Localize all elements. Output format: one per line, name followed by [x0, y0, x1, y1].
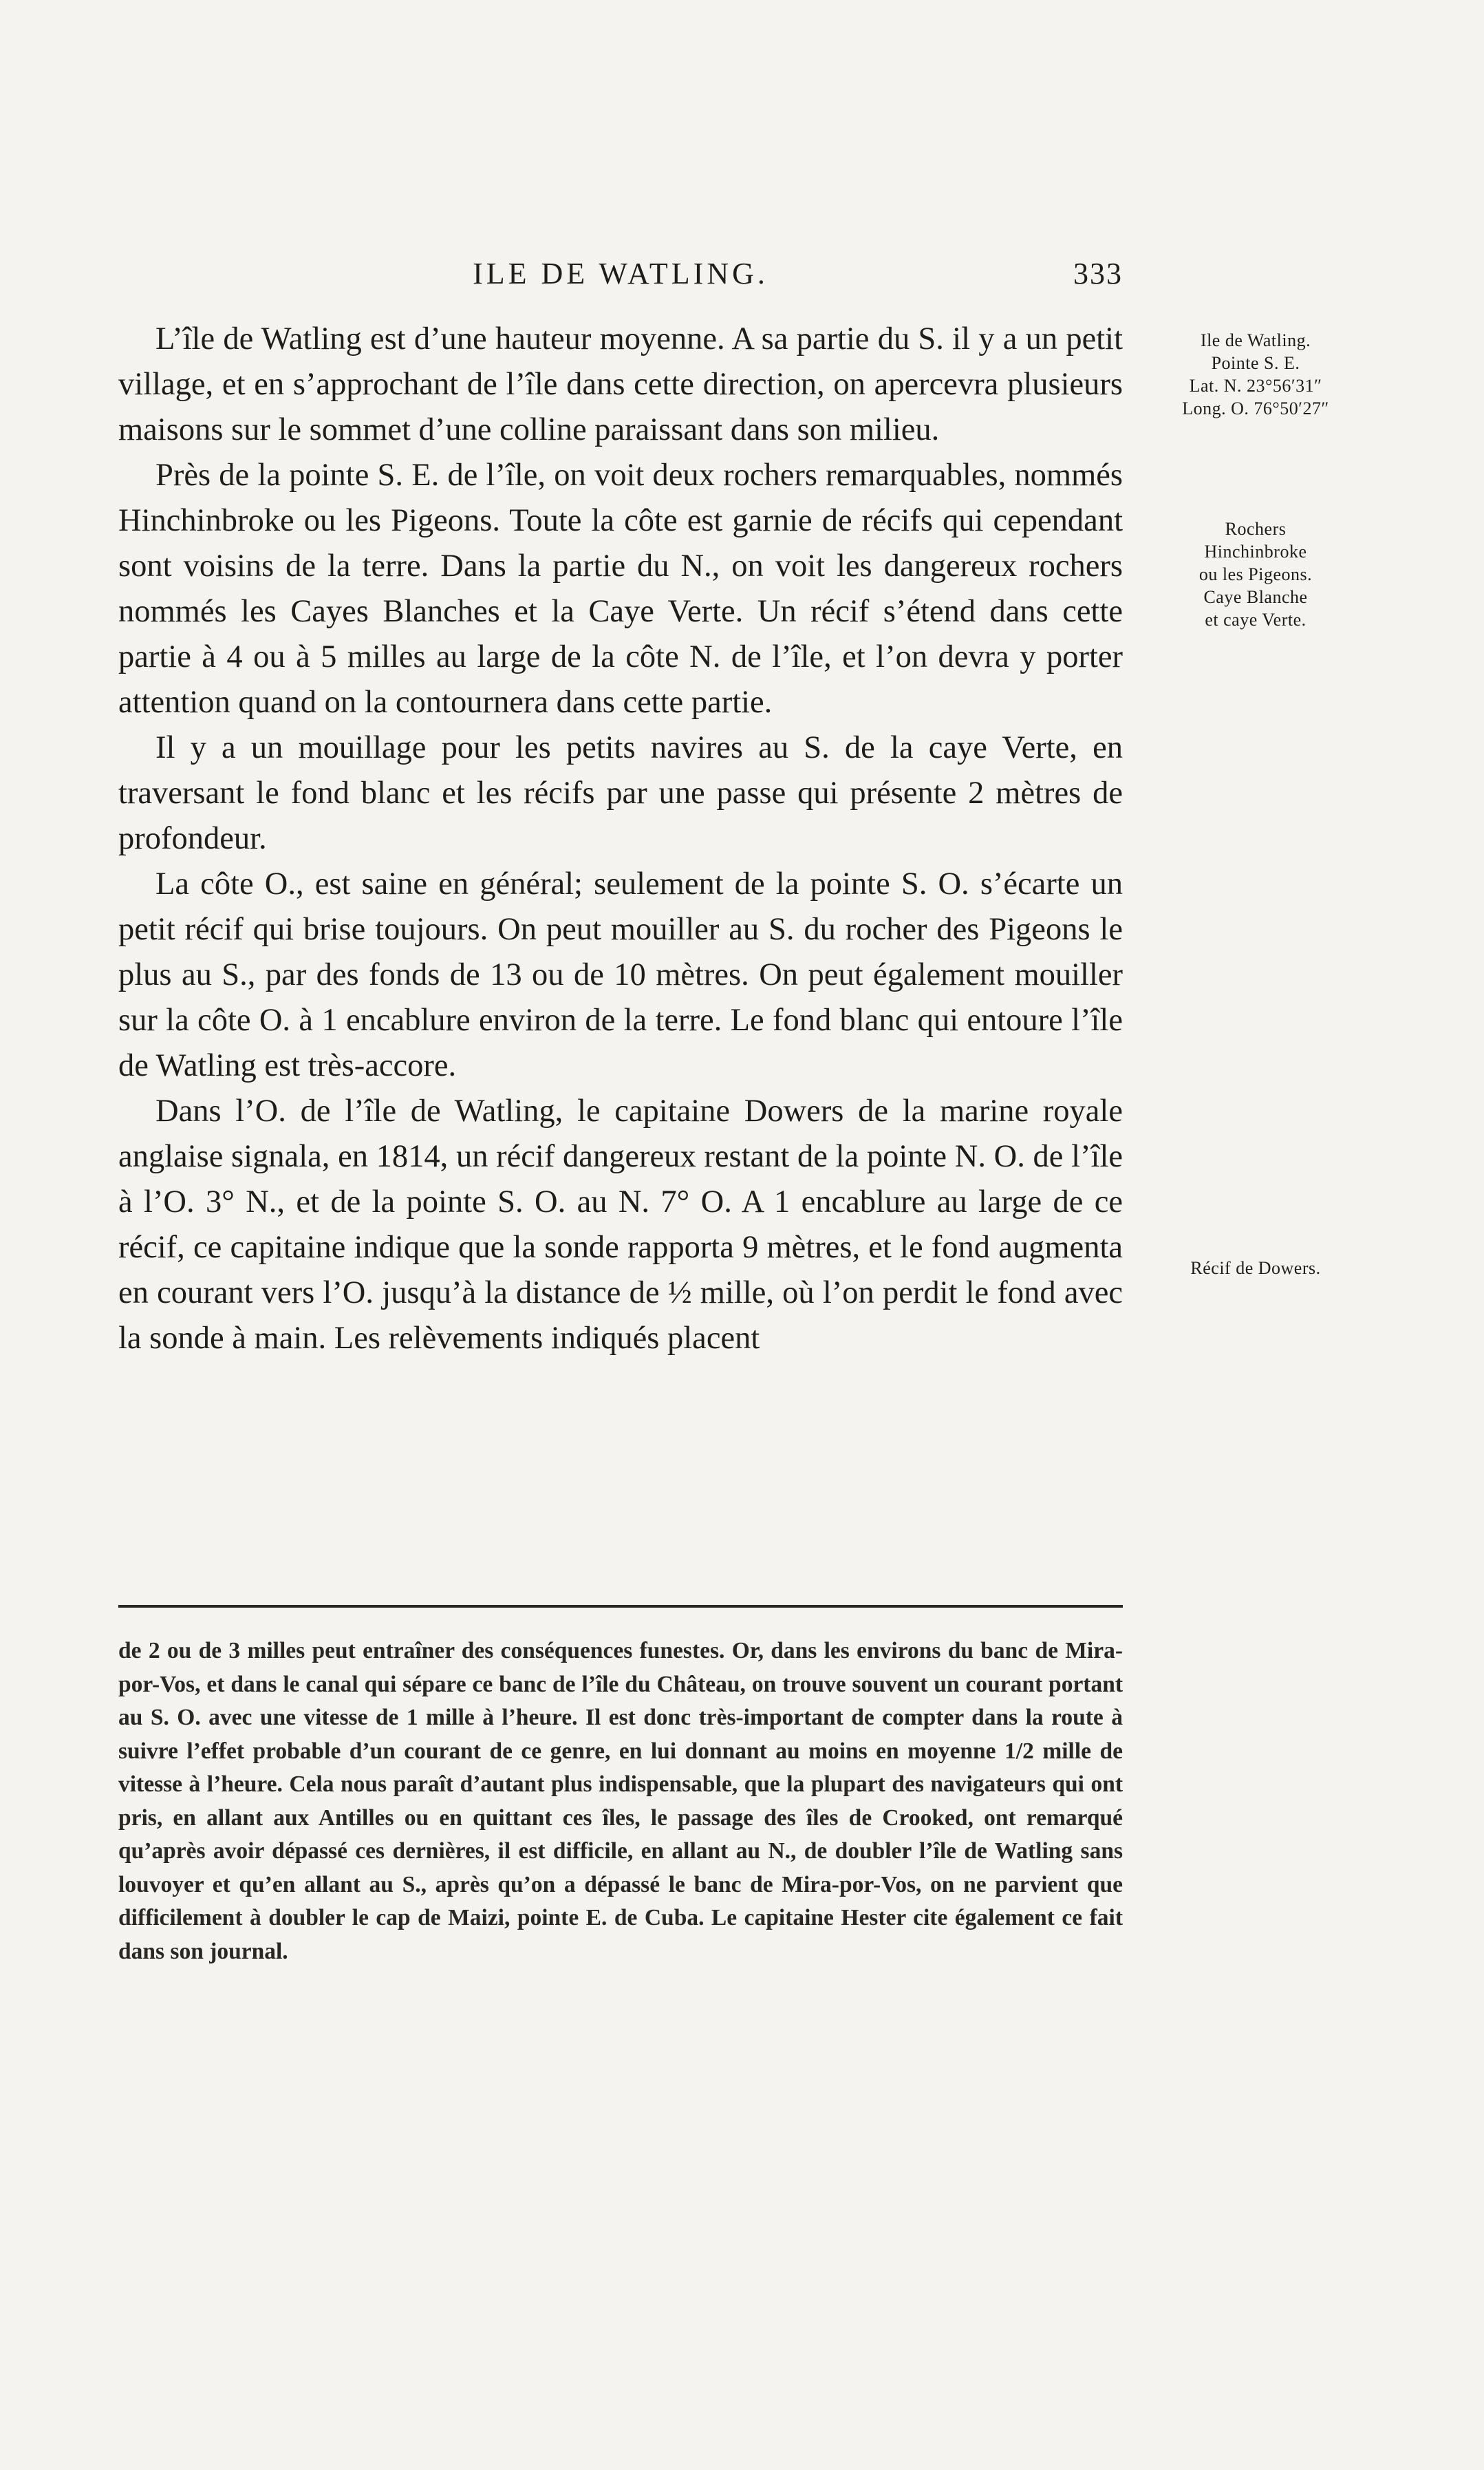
- margin-note-line: Rochers: [1225, 519, 1287, 539]
- paragraph-anchorage-caye-verte: Il y a un mouillage pour les petits navires au S. de la caye Verte, en traversant le fond blanc et les récifs par une passe qui présente 2 mètres de profondeur.: [118, 730, 1123, 856]
- margin-note-line: ou les Pigeons.: [1198, 564, 1313, 584]
- margin-note-rochers: [1146, 518, 1366, 631]
- paragraph-dowers-reef: Dans l’O. de l’île de Watling, le capitaine Dowers de la marine royale anglaise signala, en 1814, un récif dangereux restant de la pointe N. O. de l’île à l’O. 3° N., et de la pointe S. O. au N. 7° O. A 1 encablure au large de ce récif, ce capitaine indique que la sonde rapporta 9 mètres, et le fond augmenta en courant vers l’O. jusqu’à la distance de ½ mille, où l’on perdit le fond avec la sonde à main. Les relèvements indiqués placent: [118, 1094, 1123, 1356]
- paragraph-watling-height: L’île de Watling est d’une hauteur moyenne. A sa partie du S. il y a un petit village, et en s’approchant de l’île dans cette direction, on apercevra plusieurs maisons sur le sommet d’une colline paraissant dans son milieu.: [118, 321, 1123, 447]
- margin-note-line: Hinchinbroke: [1204, 542, 1307, 562]
- margin-note-line: Pointe S. E.: [1211, 353, 1300, 373]
- margin-note-line: Lat. N. 23°56′31″: [1189, 376, 1322, 396]
- running-head: [118, 256, 1123, 297]
- margin-note-line: et caye Verte.: [1205, 610, 1306, 630]
- margin-note-line: Caye Blanche: [1203, 587, 1308, 607]
- margin-note-line: Ile de Watling.: [1200, 330, 1311, 350]
- running-title: ILE DE WATLING.: [473, 257, 768, 290]
- footnote-text: de 2 ou de 3 milles peut entraîner des conséquences funestes. Or, dans les environs du banc de Mira-por-Vos, et dans le canal qui sépare ce banc de l’île du Château, on trouve souvent un courant portant au S. O. avec une vitesse de 1 mille à l’heure. Il est donc très-important de compter dans la route à suivre l’effet probable d’un courant de ce genre, en lui donnant au moins en moyenne 1/2 mille de vitesse à l’heure. Cela nous paraît d’autant plus indispensable, que la plupart des navigateurs qui ont pris, en allant aux Antilles ou en quittant ces îles, le passage des îles de Crooked, ont remarqué qu’après avoir dépassé ces dernières, il est difficile, en allant au N., de doubler l’île de Watling sans louvoyer et qu’en allant au S., après qu’on a dépassé le banc de Mira-por-Vos, on ne parvient que difficilement à doubler le cap de Maizi, pointe E. de Cuba. Le capitaine Hester cite également ce fait dans son journal.: [118, 1638, 1123, 1964]
- margin-note-line: Récif de Dowers.: [1190, 1258, 1321, 1278]
- main-text: [118, 317, 1123, 1361]
- footnote: [118, 1635, 1123, 1968]
- paragraph-west-coast: La côte O., est saine en général; seulement de la pointe S. O. s’écarte un petit récif qui brise toujours. On peut mouiller au S. du rocher des Pigeons le plus au S., par des fonds de 13 ou de 10 mètres. On peut également mouiller sur la côte O. à 1 encablure environ de la terre. Le fond blanc qui entoure l’île de Watling est très-accore.: [118, 866, 1123, 1083]
- footnote-rule: [118, 1605, 1123, 1608]
- paragraph-hinchinbroke-rocks: Près de la pointe S. E. de l’île, on voit deux rochers remarquables, nommés Hinchinbroke ou les Pigeons. Toute la côte est garnie de récifs qui cependant sont voisins de la terre. Dans la partie du N., on voit les dangereux rochers nommés les Cayes Blanches et la Caye Verte. Un récif s’étend dans cette partie à 4 ou à 5 milles au large de la côte N. de l’île, et l’on devra y porter attention quand on la contournera dans cette partie.: [118, 458, 1123, 720]
- margin-note-dowers: [1146, 1257, 1366, 1279]
- page-number: 333: [1073, 257, 1123, 290]
- margin-note-line: Long. O. 76°50′27″: [1182, 398, 1329, 418]
- margin-note-watling-position: [1146, 329, 1366, 420]
